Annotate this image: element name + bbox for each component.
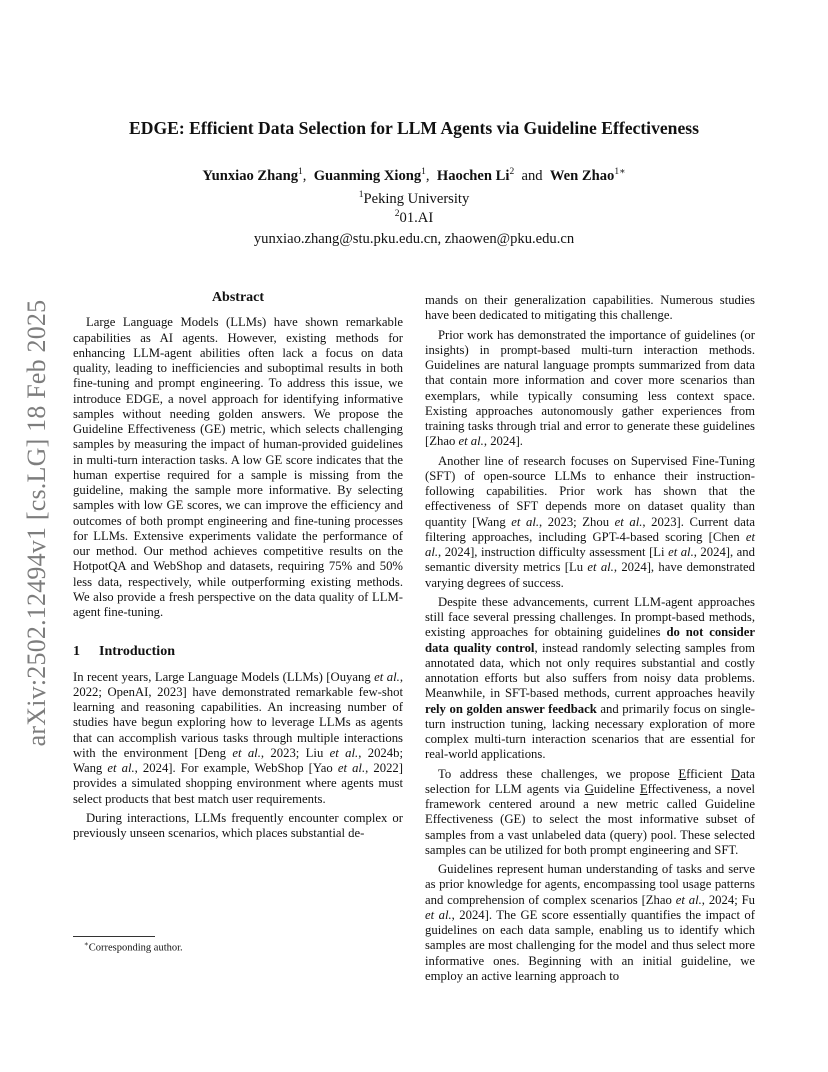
text-run: ffectiveness, a novel framework centered around a new metric called Guideline Effectiveness (GE) to select the most informative subset of samples from a vast unlabeled data (query) pool. These selected samples can be utilized for both prompt engineering and SFT. [425,781,755,857]
paper-title: EDGE: Efficient Data Selection for LLM Agents via Guideline Effectiveness [129,118,699,138]
et-al: et al. [614,514,643,529]
text-run: fficient [686,766,732,781]
abstract-heading: Abstract [211,290,265,305]
author-name: Yunxiao Zhang [202,167,298,184]
affiliation-line [0,190,828,208]
text-run: uideline [593,781,640,796]
arxiv-identifier: arXiv:2502.12494v1 [cs.LG] 18 Feb 2025 [22,299,51,747]
footnote-rule [73,936,155,937]
body-paragraph [425,454,755,591]
author-separator: , [425,167,430,184]
affiliation-name: Peking University [363,190,470,207]
text-run: , 2024], have demonstrated varying degrees of success. [425,560,755,590]
text-run: , 2024]. [483,434,523,449]
et-al: et al. [329,745,359,760]
et-al: et al. [107,761,135,775]
affiliation-mark: 1 [358,190,364,200]
author-affil-mark: 2 [509,167,515,177]
footnote-text: Corresponding author. [88,942,183,954]
author-name: Wen Zhao [549,167,615,184]
right-column [425,293,755,988]
arxiv-side-stamp [14,288,60,758]
body-paragraph [425,328,755,450]
body-paragraph [425,595,755,763]
et-al: et al. [374,669,400,684]
author-separator: , [302,167,307,184]
left-column [73,290,403,845]
et-al: et al. [458,434,484,449]
text-run: Another line of research focuses on Supervised Fine-Tuning (SFT) of open-source LLMs to enhance their instruction-following capabilities. Prior work has shown that the effectiveness of SFT depends more on dataset quality than quantity [Wang [425,453,755,529]
bold-phrase: do not consider data quality control [425,625,756,655]
author-affil-mark: 1 [421,167,426,177]
body-paragraph: mands on their generalization capabilities. Numerous studies have been dedicated to mitigating this challenge. [425,293,755,323]
author-and: and [521,167,543,184]
text-run: , 2024], and semantic diversity metrics [Lu [425,545,755,575]
section-title: Introduction [99,644,175,660]
underlined-letter: E [678,766,687,781]
text-run: , 2023; Liu [260,745,330,760]
text-run: , 2023; Zhou [539,514,615,529]
author-affil-mark: 1∗ [614,167,626,177]
text-run: , 2023]. Current data filtering approaches, including GPT-4-based scoring [Chen [425,514,755,544]
author-emails: yunxiao.zhang@stu.pku.edu.cn, zhaowen@pku.edu.cn [253,231,575,247]
text-run: In recent years, Large Language Models (LLMs) [Ouyang [73,669,375,684]
body-paragraph [425,862,755,984]
text-run: , 2022; OpenAI, 2023] have demonstrated remarkable few-shot learning and reasoning capabilities. An increasing number of studies have begun exploring how to leverage LLMs as agents that can accomplish various tasks through multiple interactions with the environment [Deng [73,669,403,760]
text-run: , 2024]. The GE score essentially quantifies the impact of guidelines on each data sample, enabling us to identify which samples are most challenging for the model and thus select more informative ones. Beginning with an initial guideline, we employ an active learning approach to [425,907,755,983]
abstract-text: Large Language Models (LLMs) have shown remarkable capabilities as AI agents. However, existing methods for enhancing LLM-agent abilities often lack a focus on data quality, leading to inefficiencies and suboptimal results in both fine-tuning and prompt engineering. To address this issue, we introduce EDGE, a novel approach for identifying informative samples without needing golden answers. We propose the Guideline Effectiveness (GE) metric, which selects challenging samples by measuring the impact of human-provided guidelines in multi-turn interaction tasks. A low GE score indicates that the human expertise required for a sample is missing from the guideline, making the sample more informative. By selecting samples with low GE scores, we can improve the efficiency and outcomes of both prompt engineering and fine-tuning processes for LLMs. Extensive experiments validate the performance of our method. Our method achieves competitive results on the HotpotQA and WebShop and datasets, requiring 75% and 50% less data, respectively, while outperforming existing methods. We also provide a fresh perspective on the data quality of LLM-agent fine-tuning. [73,315,403,619]
body-paragraph [425,767,755,859]
author-affil-mark: 1 [298,167,303,177]
et-al: et al. [511,514,540,529]
affiliation-mark: 2 [394,209,400,219]
underlined-letter: D [731,766,741,781]
bold-phrase: rely on golden answer feedback [425,701,597,716]
footnote-mark: ∗ [84,940,89,948]
et-al: et al. [587,560,614,575]
author-list [0,166,828,185]
text-run: , instead randomly selecting samples from annotated data, which not only requires substantial and costly annotation efforts but also suffers from noisy data problems. Meanwhile, in SFT-based methods, current approaches heavily [425,640,755,701]
text-run: , 2024; Fu [701,892,755,907]
et-al: et al. [668,545,694,559]
section-number: 1 [73,644,80,660]
intro-paragraph: During interactions, LLMs frequently encounter complex or previously unseen scenarios, which places substantial de- [73,810,403,840]
text-run: Prior work has demonstrated the importance of guidelines (or insights) in prompt-based multi-turn interaction methods. Guidelines are natural language prompts summarized from data that contain more information and cover more scenarios than exemplars, while typically consuming less context space. Existing approaches autonomously gather experiences from training tasks through trial and error to generate these guidelines [Zhao [425,327,755,449]
et-al: et al. [425,907,452,922]
intro-paragraph [73,670,403,807]
text-run: , 2022] provides a simulated shopping environment where agents must select products that best match user requirements. [73,761,403,806]
et-al: et al. [675,892,702,907]
text-run: Guidelines represent human understanding of tasks and serve as prior knowledge for agents, encompassing tool usage patterns and comprehension of complex scenarios [Zhao [425,862,755,907]
author-name: Haochen Li [436,167,510,184]
text-run: , 2024], instruction difficulty assessment [Li [438,545,669,559]
affiliation-line [0,209,828,227]
text-run: To address these challenges, we propose [438,766,679,781]
affiliation-name: 01.AI [399,209,434,226]
et-al: et al. [232,745,261,760]
et-al: et al. [337,761,366,775]
underlined-letter: E [639,781,648,796]
underlined-letter: G [584,781,594,796]
et-al: et al. [425,529,755,559]
section-heading-introduction [73,644,403,659]
text-run: and primarily focus on single-turn instruction tuning, lacking necessary exploration of more complex multi-turn interaction scenarios that are essential for real-world applications. [425,701,755,762]
text-run: , 2024b; Wang [73,745,403,775]
text-run: , 2024]. For example, WebShop [Yao [134,761,338,775]
author-name: Guanming Xiong [313,167,422,184]
text-run: ata selection for LLM agents via [425,766,755,796]
text-run: Despite these advancements, current LLM-agent approaches still face several pressing challenges. In prompt-based methods, existing approaches for obtaining guidelines [425,594,755,640]
footnote [84,940,183,954]
